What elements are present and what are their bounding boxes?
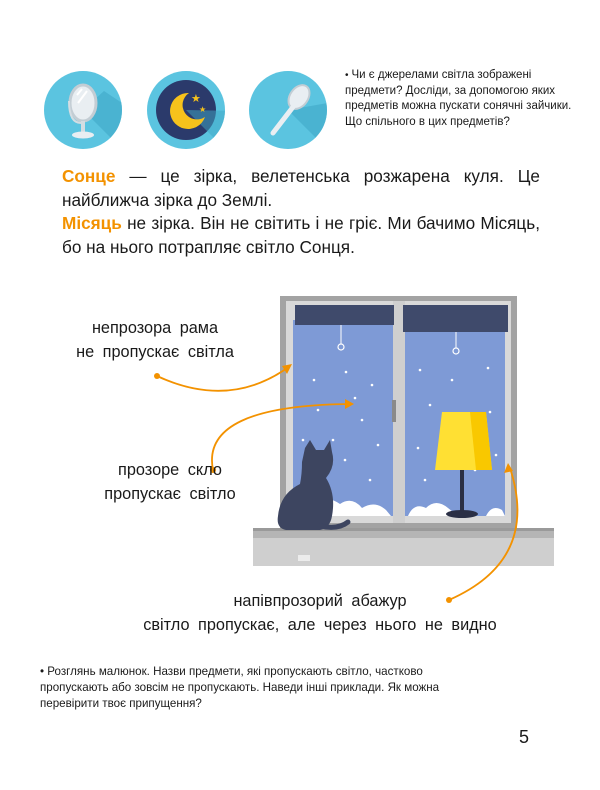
page-number: 5 [519, 727, 530, 747]
question-text: • Чи є джерелами світла зображені предмети? Досліди, за допомогою яких предметів можна пускати сонячні зайчики. Що спільного в цих предметів? [345, 69, 572, 128]
paragraph-moon: Місяць не зірка. Він не світить і не гріє. Ми бачимо Місяць, бо на нього потрапляє світло Сонця. [62, 213, 540, 257]
svg-text:★: ★ [199, 105, 207, 114]
keyword-moon: Місяць [62, 213, 122, 233]
blind-left [295, 305, 394, 325]
svg-text:★: ★ [191, 92, 201, 105]
blind-right [403, 305, 508, 332]
paragraph-sun: Сонце — це зірка, велетенська розжарена куля. Це найближча зірка до Землі. [62, 166, 540, 210]
caption-frame: непрозора рама не пропускає світла [76, 319, 234, 361]
task-text: • Розглянь малюнок. Назви предмети, які пропускають світло, частково пропускають або зовсім не пропускають. Наведи інші приклади. Як можна перевірити твоє припущення? [40, 665, 440, 710]
caption-glass: прозоре скло пропускає світло [104, 461, 236, 503]
keyword-sun: Сонце [62, 166, 116, 186]
caption-shade: напівпрозорий абажур світло пропускає, але через нього не видно [143, 592, 497, 634]
